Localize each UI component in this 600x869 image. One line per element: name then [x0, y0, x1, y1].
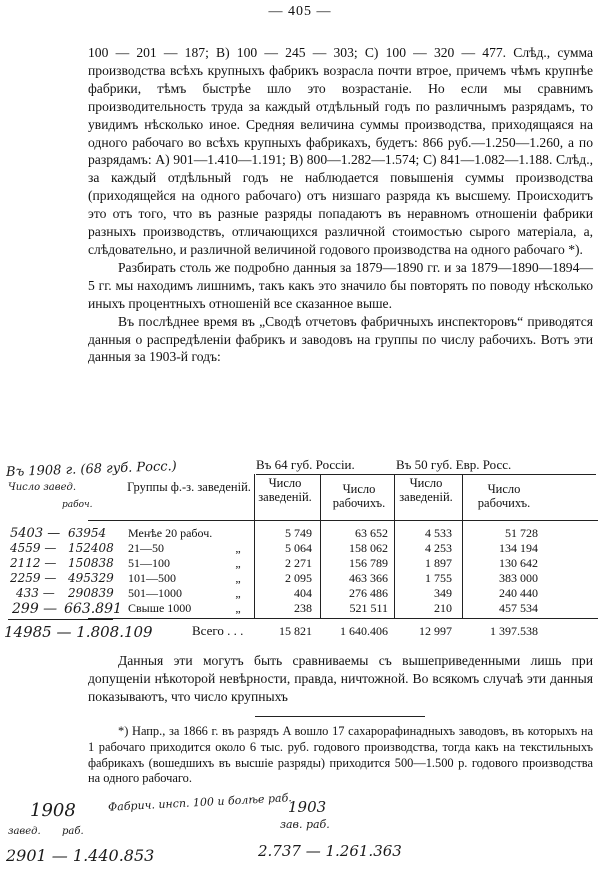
total-wrk64: 1 640.406 — [340, 624, 388, 638]
table-bottom-rule — [88, 618, 598, 619]
region-a-heading: Въ 64 губ. Россіи. — [256, 457, 355, 472]
row-wrk50: 383 000 — [499, 571, 538, 585]
paragraph-1: 100 — 201 — 187; B) 100 — 245 — 303; C) 100 — 320 — 477. Слѣд., сумма производства всѣхъ крупныхъ фабрикъ возрасла почти втрое, причемъ чѣмъ крупнѣе фабрики, тѣмъ быстрѣе шло это возрастаніе. Но если мы сравнимъ производительность труда за каждый отдѣльный годъ по различнымъ разрядамъ, то увидимъ нѣсколько иное. Средняя величина суммы производства, приходящаяся на одного рабочаго во всѣхъ крупныхъ фабрикахъ, будетъ: 866 руб.—1.250—1.260, а по разрядамъ: A) 901—1.410—1.191; B) 800—1.282—1.574; C) 841—1.082—1.188. Слѣд., за каждый отдѣльный годъ не наблюдается повышенія суммы производства (приходящейся на одного рабочаго) отъ низшаго разряда къ высшему. Происходитъ это отъ того, что въ разные разряды попадаютъ въ неравномъ отношеніи фабрики разныхъ производствъ, отличающихся различной стоимостью сырого матеріала, а, слѣдовательно, и различной величиной годового производства на одного рабочаго *). — [88, 45, 593, 257]
paragraph-4: Данныя эти могутъ быть сравниваемы съ вышеприведенными лишь при допущеніи нѣкоторой невѣрности, правда, ничтожной. Во всякомъ случаѣ эти данныя показываютъ, что число крупныхъ — [88, 653, 593, 704]
handwritten-year-a: 1908 — [30, 800, 76, 821]
row-est50: 4 533 — [425, 526, 452, 540]
row-est64: 2 271 — [285, 556, 312, 570]
row-wrk64: 521 511 — [349, 601, 388, 615]
region-b-heading: Въ 50 губ. Евр. Росс. — [396, 457, 512, 472]
row-wrk50: 130 642 — [499, 556, 538, 570]
total-label: Всего . . . — [192, 623, 244, 638]
handwritten-total: 14985 — 1.808.109 — [4, 623, 153, 641]
row-est64: 5 749 — [285, 526, 312, 540]
handwritten-row: 150838 — [68, 556, 114, 570]
row-group: 51—100 — [128, 556, 170, 570]
row-wrk50: 457 534 — [499, 601, 538, 615]
col-est64-header: Число заведеній. — [258, 476, 312, 504]
handwritten-row: 433 — — [16, 586, 55, 600]
row-est50: 210 — [434, 601, 452, 615]
handwritten-col-b: рабоч. — [62, 500, 93, 510]
paragraph-2: Разбирать столь же подробно данныя за 1879—1890 гг. и за 1879—1890—1894—5 гг. мы находимъ лишнимъ, такъ какъ это значило бы повторять по поводу нѣсколько иныхъ процентныхъ отношеній все сказанное выше. — [88, 259, 593, 311]
handwritten-row: 2112 — — [10, 556, 57, 570]
row-ditto: „ — [235, 541, 241, 555]
handwritten-total-b: 2.737 — 1.261.363 — [258, 842, 402, 860]
handwritten-row: 4559 — — [10, 541, 57, 555]
handwritten-row: 5403 — — [10, 526, 61, 541]
handwritten-row: 290839 — [68, 586, 114, 600]
paragraph-3: Въ послѣднее время въ „Сводѣ отчетовъ фабричныхъ инспекторовъ“ приводятся данныя о распредѣленіи фабрикъ и заводовъ на группы по числу рабочихъ. Вотъ эти данныя за 1903-й годъ: — [88, 313, 593, 365]
page-number: — 405 — — [268, 4, 332, 19]
row-group: 21—50 — [128, 541, 164, 555]
col-wrk50-header: Число рабочихъ. — [477, 482, 531, 510]
after-table-text — [88, 652, 593, 706]
handwritten-total-a: 2901 — 1.440.853 — [6, 846, 155, 865]
handwritten-row: 495329 — [68, 571, 114, 585]
row-group: 501—1000 — [128, 586, 182, 600]
row-wrk64: 463 366 — [349, 571, 388, 585]
handwritten-col-a: Число завед. — [8, 482, 77, 493]
row-ditto: „ — [235, 556, 241, 570]
row-est64: 2 095 — [285, 571, 312, 585]
handwritten-label-a1: завед. — [8, 826, 41, 837]
footnote — [88, 724, 593, 787]
row-wrk64: 63 652 — [355, 526, 388, 540]
handwritten-header: Въ 1908 г. (68 губ. Росс.) — [5, 459, 178, 480]
row-wrk64: 156 789 — [349, 556, 388, 570]
row-wrk50: 51 728 — [505, 526, 538, 540]
table-top-rule — [256, 474, 596, 475]
table-header-rule — [88, 520, 598, 521]
handwritten-row: 663.891 — [64, 601, 122, 617]
handwritten-label-a2: раб. — [62, 826, 84, 837]
row-est64: 5 064 — [285, 541, 312, 555]
row-est64: 404 — [294, 586, 312, 600]
handwritten-row: 299 — — [12, 601, 58, 617]
handwritten-year-b: 1903 — [288, 798, 327, 816]
row-est50: 1 755 — [425, 571, 452, 585]
handwritten-row: 2259 — — [10, 571, 57, 585]
handwritten-note-a: Фабрич. инсп. 100 и болѣе раб. — [107, 791, 293, 814]
row-ditto: „ — [235, 601, 241, 615]
footnote-rule — [255, 716, 425, 717]
body-text — [88, 44, 593, 366]
row-est64: 238 — [294, 601, 312, 615]
row-wrk64: 276 486 — [349, 586, 388, 600]
row-group: 101—500 — [128, 571, 176, 585]
handwritten-rule — [8, 619, 113, 620]
col-est50-header: Число заведеній. — [399, 476, 453, 504]
footnote-text: *) Напр., за 1866 г. въ разрядъ A вошло 17 сахарорафинадныхъ заводовъ, въ которыхъ на 1 рабочаго приходится около 6 тыс. руб. годового производства, тогда какъ на текстильныхъ фабрикахъ (вошедшихъ въ высшіе разряды) приходится 500—1.500 р. годового производства на одного рабочаго. — [88, 724, 593, 786]
row-ditto: „ — [235, 586, 241, 600]
total-wrk50: 1 397.538 — [490, 624, 538, 638]
row-ditto: „ — [235, 571, 241, 585]
col-group-header: Группы ф.-з. заведеній. — [127, 480, 251, 494]
row-group: Свыше 1000 — [128, 601, 192, 615]
row-est50: 4 253 — [425, 541, 452, 555]
total-est50: 12 997 — [419, 624, 452, 638]
handwritten-row: 152408 — [68, 541, 114, 555]
row-wrk50: 240 440 — [499, 586, 538, 600]
row-est50: 349 — [434, 586, 452, 600]
row-est50: 1 897 — [425, 556, 452, 570]
col-wrk64-header: Число рабочихъ. — [332, 482, 386, 510]
row-wrk50: 134 194 — [499, 541, 538, 555]
row-group: Менѣе 20 рабоч. — [128, 526, 213, 540]
total-est64: 15 821 — [279, 624, 312, 638]
handwritten-note-b: зав. раб. — [280, 818, 330, 831]
handwritten-row: 63954 — [68, 526, 107, 540]
row-wrk64: 158 062 — [349, 541, 388, 555]
